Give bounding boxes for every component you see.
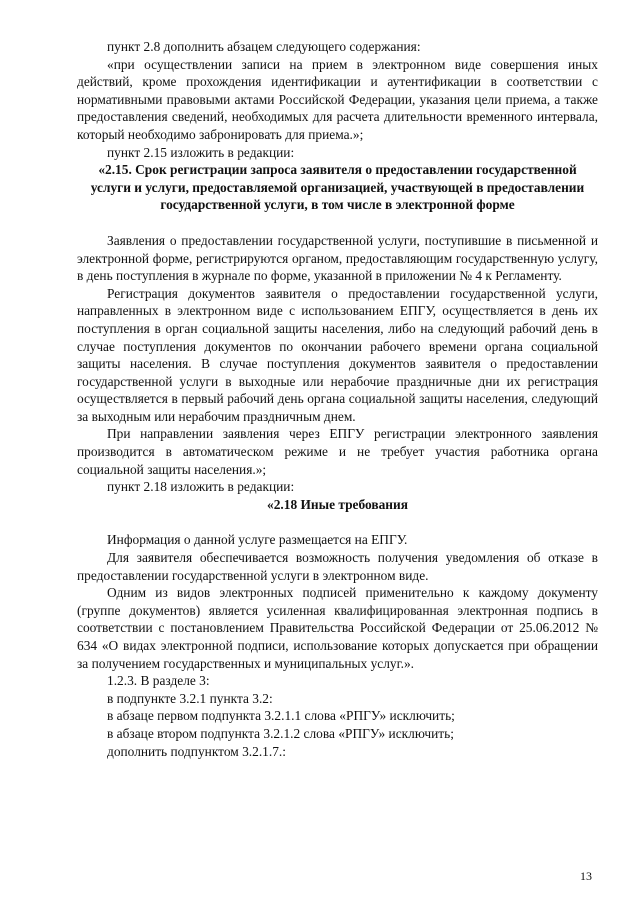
paragraph: пункт 2.8 дополнить абзацем следующего содержания: (107, 39, 421, 54)
paragraph: в абзаце первом подпункта 3.2.1.1 слова «РПГУ» исключить; (107, 708, 455, 724)
paragraph: Регистрация документов заявителя о предоставлении государственной услуги, направленных в электронном виде с использованием ЕПГУ, осуществляется в день их поступления в орган социальной защиты населения, либо на следующий рабочий день в случае поступления документов по окончании рабочего времени органа социальной защиты населения. В случае поступления документов заявителя о предоставлении государственной услуги в выходные или нерабочие праздничные дни их регистрация осуществляется в первый рабочий день органа социальной защиты населения, следующий за выходным или нерабочим праздничным днем. (77, 285, 598, 424)
spacer (77, 513, 598, 531)
document-body (77, 38, 598, 760)
paragraph: Для заявителя обеспечивается возможность получения уведомления об отказе в предоставлении государственной услуги в электронном виде. (77, 550, 598, 583)
paragraph: 1.2.3. В разделе 3: (107, 673, 210, 689)
paragraph: пункт 2.15 изложить в редакции: (107, 144, 295, 160)
paragraph: пункт 2.18 изложить в редакции: (107, 479, 295, 495)
page-number: 13 (580, 869, 592, 883)
paragraph: Информация о данной услуге размещается на ЕПГУ. (107, 532, 408, 548)
spacer (77, 214, 598, 232)
paragraph: При направлении заявления через ЕПГУ регистрации электронного заявления производится в автоматическом режиме и не требует участия работника органа социальной защиты населения.»; (77, 426, 598, 477)
section-heading: «2.15. Срок регистрации запроса заявителя о предоставлении государственной услуги и услуги, предоставляемой организацией, участвующей в предоставлении государственной услуги, в том числе в электронной форме (90, 162, 585, 213)
paragraph: Заявления о предоставлении государственной услуги, поступившие в письменной и электронной форме, регистрируются органом, предоставляющим государственную услугу, в день поступления в журнале по форме, указанной в приложении № 4 к Регламенту. (77, 232, 598, 284)
paragraph: «при осуществлении записи на прием в электронном виде совершения иных действий, кроме прохождения идентификации и аутентификации в соответствии с нормативными правовыми актами Российской Федерации, указания цели приема, а также предоставления сведений, необходимых для расчета длительности временного интервала, который необходимо забронировать для приема.»; (77, 56, 598, 142)
paragraph: в абзаце втором подпункта 3.2.1.2 слова «РПГУ» исключить; (107, 725, 454, 741)
paragraph: дополнить подпунктом 3.2.1.7.: (107, 743, 286, 759)
paragraph: Одним из видов электронных подписей применительно к каждому документу (группе документов) является усиленная квалифицированная электронная подпись в соответствии с постановлением Правительства Российской Федерации от 25.06.2012 № 634 «О видах электронной подписи, использование которых допускается при обращении за получением государственных и муниципальных услуг.». (77, 585, 598, 671)
section-heading: «2.18 Иные требования (267, 496, 408, 512)
paragraph: в подпункте 3.2.1 пункта 3.2: (107, 690, 273, 706)
